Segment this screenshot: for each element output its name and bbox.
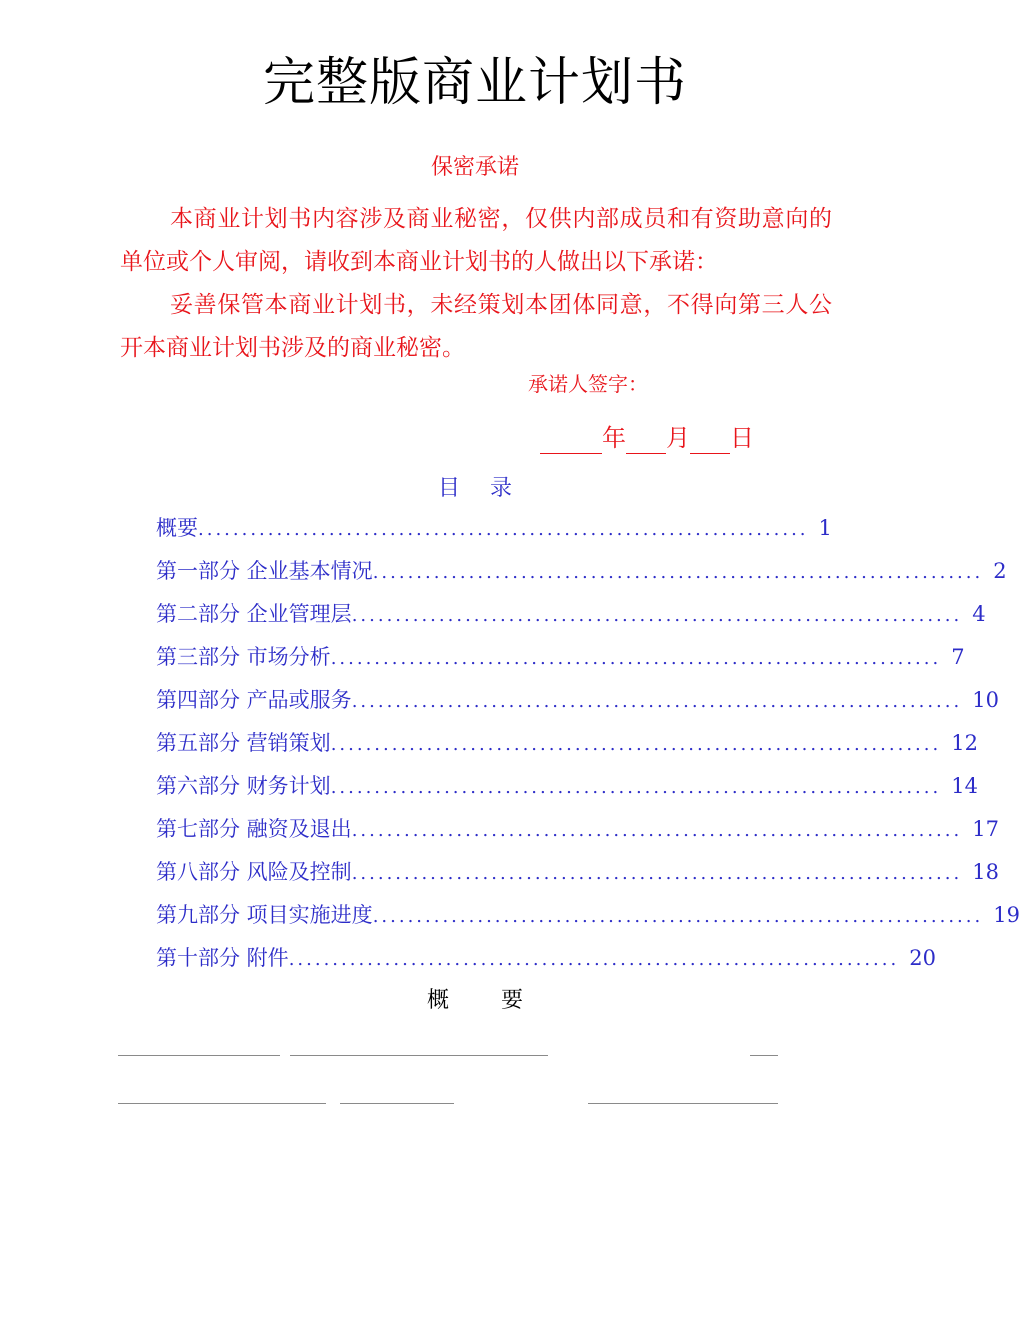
toc-leader-dots: ...................................................................... — [351, 820, 963, 841]
toc-leader-dots: ...................................................................... — [372, 906, 984, 927]
toc-item-label: 第六部分 财务计划 — [156, 774, 331, 798]
toc-item-page: 19 — [993, 903, 1020, 927]
day-blank — [690, 423, 730, 454]
signature-date-line — [540, 420, 754, 456]
toc-leader-dots: ...................................................................... — [330, 777, 942, 798]
toc-leader-dots: ...................................................................... — [288, 949, 900, 970]
toc-leader-dots: ...................................................................... — [351, 605, 963, 626]
confidentiality-heading: 保密承诺 — [430, 155, 519, 180]
fill-in-rule — [588, 1103, 778, 1104]
year-label: 年 — [602, 424, 626, 452]
toc-item[interactable] — [156, 593, 986, 636]
month-blank — [626, 423, 666, 454]
toc-item-label: 第二部分 企业管理层 — [156, 602, 352, 626]
fill-in-rule — [118, 1055, 280, 1056]
toc-heading: 目录 — [437, 476, 542, 501]
toc-item[interactable] — [156, 851, 999, 894]
toc-item[interactable] — [156, 679, 999, 722]
confidentiality-paragraph-2: 妥善保管本商业计划书，未经策划本团体同意，不得向第三人公开本商业计划书涉及的商业秘密。 — [120, 292, 832, 361]
toc-item[interactable] — [156, 894, 1020, 937]
toc-leader-dots: ...................................................................... — [330, 734, 942, 755]
toc-item-label: 第八部分 风险及控制 — [156, 860, 352, 884]
toc-item-label: 第一部分 企业基本情况 — [156, 559, 373, 583]
table-of-contents — [156, 507, 1020, 980]
toc-leader-dots: ...................................................................... — [330, 648, 942, 669]
fill-in-rule — [118, 1103, 326, 1104]
toc-item-page: 18 — [972, 860, 999, 884]
toc-item-page: 2 — [993, 559, 1007, 583]
toc-item[interactable] — [156, 636, 965, 679]
fill-in-rule — [340, 1103, 454, 1104]
toc-leader-dots: ...................................................................... — [372, 562, 984, 583]
toc-item-label: 第三部分 市场分析 — [156, 645, 331, 669]
toc-leader-dots: ...................................................................... — [351, 863, 963, 884]
toc-item-label: 第七部分 融资及退出 — [156, 817, 352, 841]
toc-item-page: 7 — [951, 645, 965, 669]
toc-item-label: 第十部分 附件 — [156, 946, 289, 970]
toc-item[interactable] — [156, 550, 1007, 593]
toc-leader-dots: ...................................................................... — [198, 519, 809, 540]
toc-item-page: 12 — [951, 731, 978, 755]
fill-in-rule — [750, 1055, 778, 1056]
toc-item[interactable] — [156, 765, 978, 808]
toc-item[interactable] — [156, 722, 978, 765]
toc-item-label: 第五部分 营销策划 — [156, 731, 331, 755]
toc-item-page: 10 — [972, 688, 999, 712]
fill-in-rule — [290, 1055, 548, 1056]
toc-leader-dots: ...................................................................... — [351, 691, 963, 712]
toc-item-page: 20 — [909, 946, 936, 970]
signer-label: 承诺人签字： — [528, 372, 648, 396]
toc-item-page: 17 — [972, 817, 999, 841]
toc-item[interactable] — [156, 808, 999, 851]
month-label: 月 — [666, 424, 690, 452]
document-title: 完整版商业计划书 — [262, 53, 687, 113]
year-blank — [540, 423, 602, 454]
toc-item-page: 4 — [972, 602, 986, 626]
toc-item[interactable] — [156, 937, 936, 980]
toc-item[interactable] — [156, 507, 832, 550]
toc-item-page: 14 — [951, 774, 978, 798]
toc-item-label: 概要 — [156, 516, 198, 540]
confidentiality-paragraph-1: 本商业计划书内容涉及商业秘密，仅供内部成员和有资助意向的单位或个人审阅，请收到本商业计划书的人做出以下承诺： — [120, 206, 832, 275]
toc-item-label: 第四部分 产品或服务 — [156, 688, 352, 712]
day-label: 日 — [730, 424, 754, 452]
toc-item-label: 第九部分 项目实施进度 — [156, 903, 373, 927]
summary-heading: 概要 — [426, 988, 575, 1013]
toc-item-page: 1 — [818, 516, 832, 540]
